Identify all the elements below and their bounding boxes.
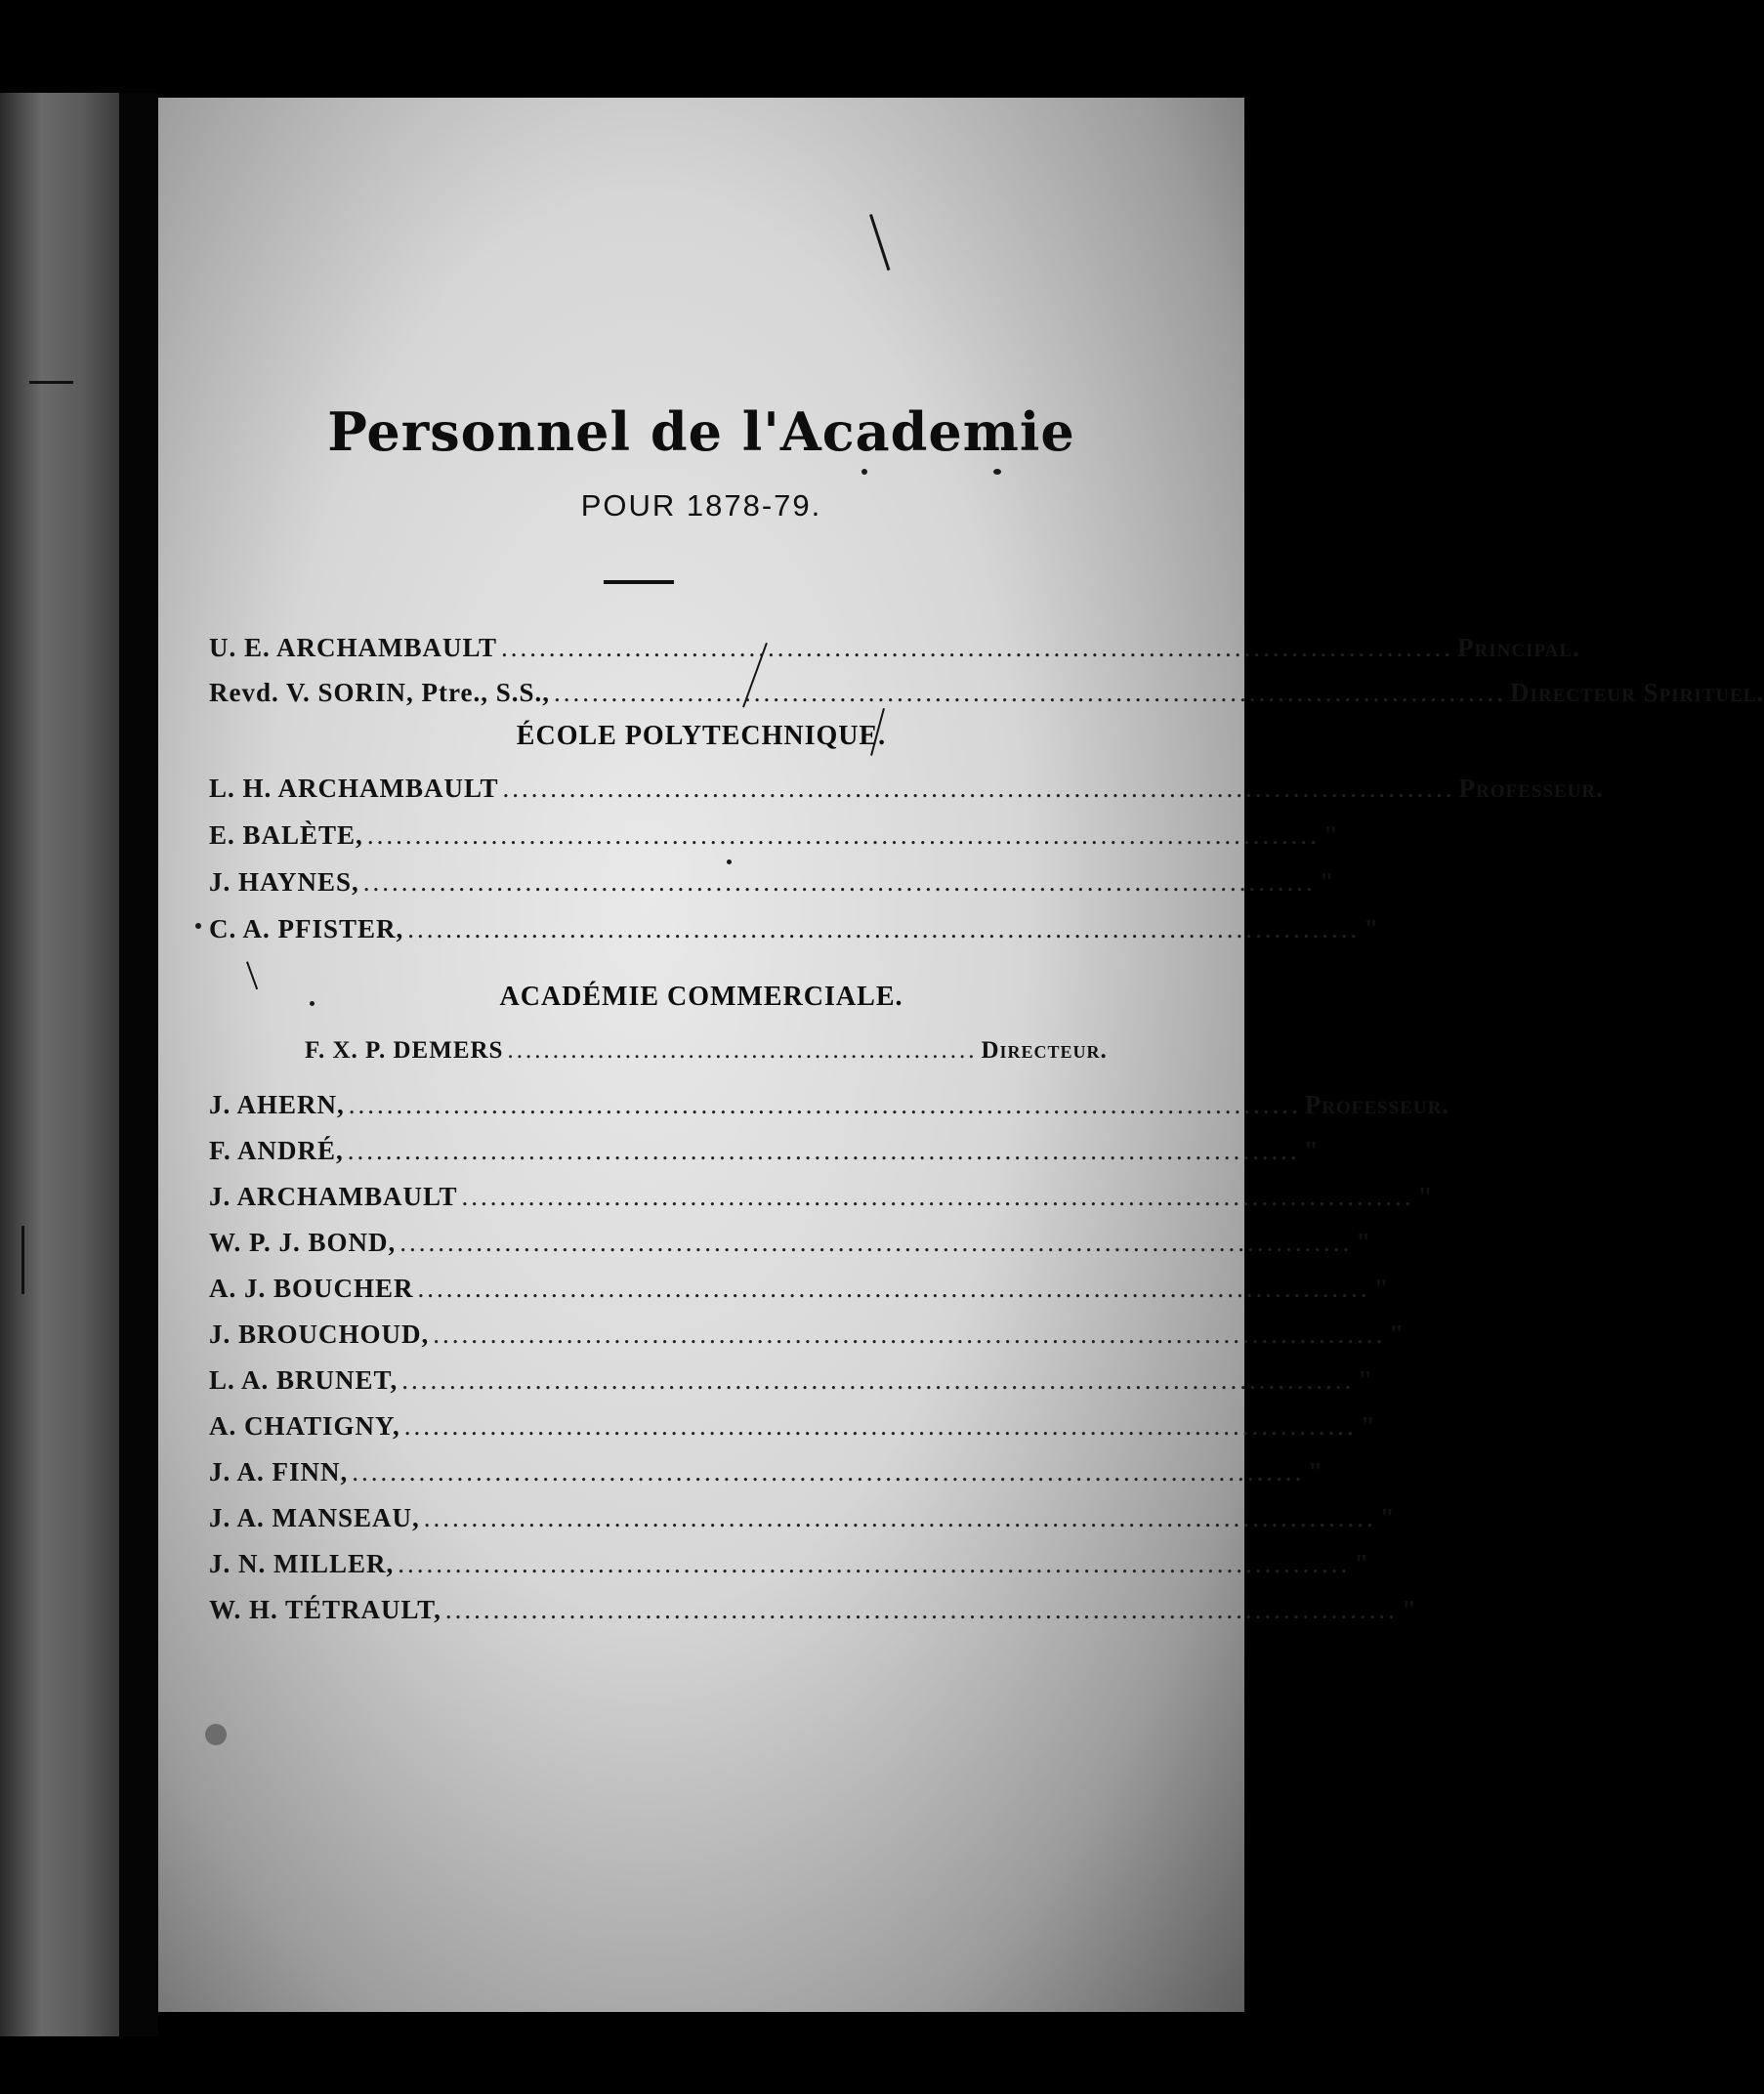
page-title: Personnel de l'Academie xyxy=(327,400,1075,463)
scan-speck xyxy=(727,859,732,864)
staff-name: J. A. MANSEAU, xyxy=(209,1503,420,1532)
leader-dots: .................................................................................................... xyxy=(401,1365,1355,1395)
leader-dots: .................................................................................................... xyxy=(502,774,1455,803)
ditto-mark: " xyxy=(1319,867,1335,897)
section-heading-commerciale: ACADÉMIE COMMERCIALE. xyxy=(499,982,903,1012)
staff-role: Professeur. xyxy=(1458,774,1604,803)
staff-row xyxy=(209,820,1339,851)
officer-row-principal xyxy=(209,633,1580,663)
scan-speck xyxy=(861,469,867,475)
leader-dots: .................................................................................................... xyxy=(461,1182,1414,1211)
ditto-mark: " xyxy=(1401,1595,1417,1624)
staff-row xyxy=(209,1090,1450,1120)
leader-dots: .................................................................................................... xyxy=(347,1136,1300,1165)
section-heading-polytechnique: ÉCOLE POLYTECHNIQUE. xyxy=(516,721,887,751)
staff-row xyxy=(209,1457,1324,1487)
leader-dots: .................................................................................................... xyxy=(417,1274,1370,1303)
ditto-mark: " xyxy=(1303,1136,1320,1165)
scan-speck xyxy=(993,469,1001,475)
ditto-mark: " xyxy=(1360,1411,1376,1441)
scan-speck xyxy=(310,1001,315,1006)
leader-dots: .................................................................................................... xyxy=(501,633,1454,662)
facing-page-mark xyxy=(29,381,73,384)
leader-dots: .................................................................................................... xyxy=(362,867,1316,897)
leader-dots: .................................................................................................... xyxy=(398,1549,1351,1578)
staff-row xyxy=(209,1595,1417,1625)
officer-row-director xyxy=(209,678,1764,708)
staff-name: A. J. BOUCHER xyxy=(209,1274,414,1303)
ditto-mark: " xyxy=(1373,1274,1390,1303)
staff-name: J. BROUCHOUD, xyxy=(209,1319,430,1349)
leader-dots: .................................................................................................... xyxy=(554,678,1507,707)
leader-dots: .................................................................................................... xyxy=(348,1090,1301,1119)
staff-name: W. P. J. BOND, xyxy=(209,1228,397,1257)
staff-name: E. BALÈTE, xyxy=(209,820,363,850)
staff-row xyxy=(209,1228,1372,1258)
leader-dots: .................................................................................................... xyxy=(433,1319,1386,1349)
staff-name: J. ARCHAMBAULT xyxy=(209,1182,458,1211)
leader-dots: .................................................................................................... xyxy=(403,1411,1357,1441)
staff-row xyxy=(209,1549,1370,1579)
page-subtitle: POUR 1878-79. xyxy=(580,488,822,523)
staff-name: J. N. MILLER, xyxy=(209,1549,395,1578)
staff-name: W. H. TÉTRAULT, xyxy=(209,1595,441,1624)
scan-speck xyxy=(195,923,201,929)
leader-dots: .................................................................................................... xyxy=(352,1457,1305,1487)
facing-page-mark xyxy=(21,1226,24,1294)
staff-name: J. HAYNES, xyxy=(209,867,359,897)
officer-name: Revd. V. SORIN, Ptre., S.S., xyxy=(209,678,551,707)
scan-smudge xyxy=(205,1724,227,1745)
staff-row xyxy=(209,1411,1376,1442)
ditto-mark: " xyxy=(1389,1319,1406,1349)
staff-name: J. AHERN, xyxy=(209,1090,345,1119)
officer-role: Directeur Spirituel. xyxy=(1510,678,1764,707)
ditto-mark: " xyxy=(1358,1365,1374,1395)
scan-stroke xyxy=(869,214,890,271)
ditto-mark: " xyxy=(1379,1503,1396,1532)
ditto-mark: " xyxy=(1417,1182,1434,1211)
staff-row xyxy=(209,1503,1396,1533)
staff-row xyxy=(209,1365,1374,1396)
leader-dots: .................................................................................................... xyxy=(399,1228,1353,1257)
staff-name: L. A. BRUNET, xyxy=(209,1365,399,1395)
director-role: Directeur. xyxy=(981,1037,1108,1064)
ditto-mark: " xyxy=(1356,1228,1372,1257)
ditto-mark: " xyxy=(1323,820,1339,850)
staff-row xyxy=(209,1182,1434,1212)
staff-name: L. H. ARCHAMBAULT xyxy=(209,774,499,803)
director-name: F. X. P. DEMERS xyxy=(305,1037,504,1064)
staff-role: Professeur. xyxy=(1304,1090,1450,1119)
ditto-mark: " xyxy=(1354,1549,1370,1578)
staff-row xyxy=(209,1319,1406,1350)
leader-dots: .................................................................................................... xyxy=(444,1595,1398,1624)
staff-name: C. A. PFISTER, xyxy=(209,914,404,943)
staff-row xyxy=(209,774,1604,804)
director-row xyxy=(305,1037,1108,1065)
leader-dots: .................................................... xyxy=(507,1037,978,1064)
document-page xyxy=(158,98,1764,2012)
staff-name: J. A. FINN, xyxy=(209,1457,349,1487)
staff-row xyxy=(209,914,1380,944)
facing-page-edge xyxy=(0,93,119,2036)
staff-name: F. ANDRÉ, xyxy=(209,1136,344,1165)
staff-row xyxy=(209,1136,1320,1166)
officer-name: U. E. ARCHAMBAULT xyxy=(209,633,498,662)
staff-row xyxy=(209,867,1335,898)
leader-dots: .................................................................................................... xyxy=(423,1503,1376,1532)
book-gutter xyxy=(119,93,158,2036)
ditto-mark: " xyxy=(1308,1457,1324,1487)
title-rule xyxy=(604,580,674,584)
officer-role: Principal. xyxy=(1457,633,1580,662)
leader-dots: .................................................................................................... xyxy=(407,914,1361,943)
staff-name: A. CHATIGNY, xyxy=(209,1411,400,1441)
ditto-mark: " xyxy=(1364,914,1380,943)
staff-row xyxy=(209,1274,1390,1304)
leader-dots: .................................................................................................... xyxy=(366,820,1320,850)
